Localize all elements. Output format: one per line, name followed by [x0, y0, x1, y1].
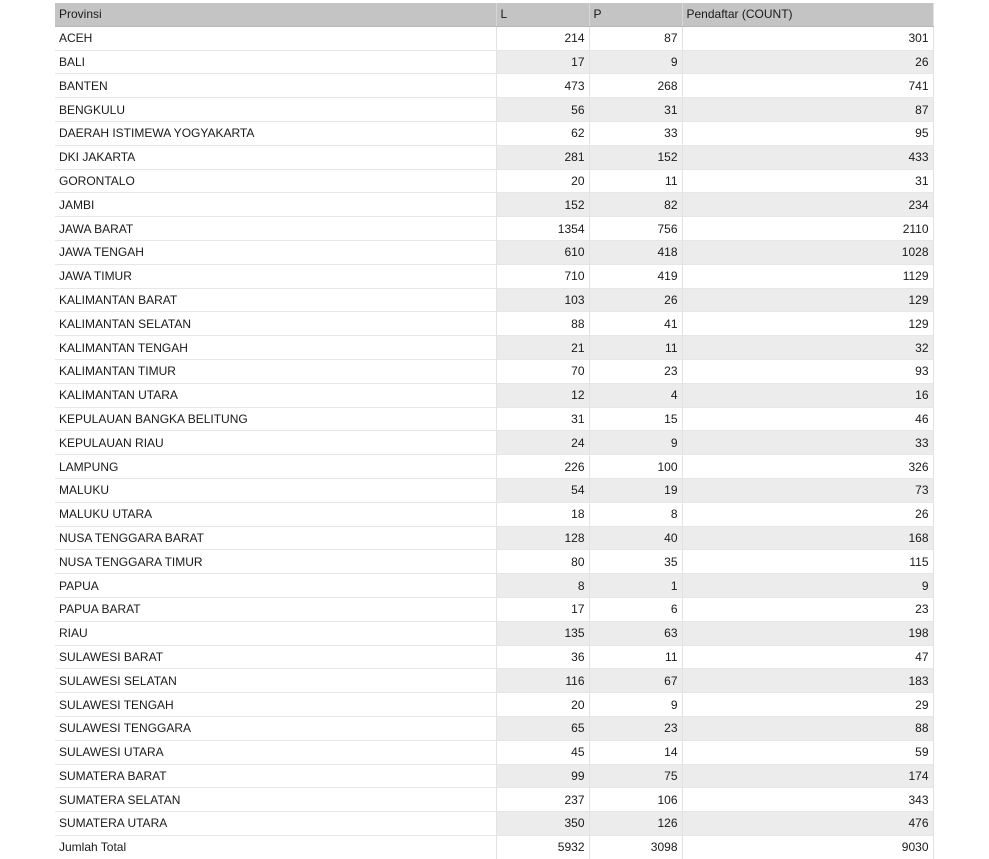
table-row: [55, 288, 933, 312]
cell-l[interactable]: 226: [496, 455, 589, 479]
cell-p[interactable]: 67: [589, 669, 682, 693]
cell-p[interactable]: 418: [589, 240, 682, 264]
cell-provinsi[interactable]: PAPUA: [55, 574, 496, 598]
table-row: [55, 693, 933, 717]
table-row: [55, 26, 933, 50]
cell-provinsi[interactable]: DKI JAKARTA: [55, 145, 496, 169]
cell-l[interactable]: 31: [496, 407, 589, 431]
table-row: [55, 716, 933, 740]
cell-p[interactable]: 1: [589, 574, 682, 598]
cell-l[interactable]: 62: [496, 121, 589, 145]
table-row: [55, 98, 933, 122]
cell-provinsi[interactable]: BENGKULU: [55, 98, 496, 122]
cell-pendaftar-count[interactable]: 32: [682, 336, 933, 360]
table-row: [55, 455, 933, 479]
cell-p[interactable]: 31: [589, 98, 682, 122]
table-row: [55, 597, 933, 621]
cell-p[interactable]: 9: [589, 50, 682, 74]
cell-pendaftar-count[interactable]: 93: [682, 359, 933, 383]
table-row: [55, 193, 933, 217]
cell-l[interactable]: 65: [496, 716, 589, 740]
cell-l[interactable]: 99: [496, 764, 589, 788]
cell-l[interactable]: 128: [496, 526, 589, 550]
cell-p[interactable]: 756: [589, 217, 682, 241]
table-row: [55, 359, 933, 383]
cell-l[interactable]: 350: [496, 812, 589, 836]
cell-provinsi[interactable]: GORONTALO: [55, 169, 496, 193]
table-row: [55, 502, 933, 526]
cell-p[interactable]: 33: [589, 121, 682, 145]
cell-pendaftar-count[interactable]: 115: [682, 550, 933, 574]
cell-l[interactable]: 88: [496, 312, 589, 336]
cell-provinsi[interactable]: SUMATERA BARAT: [55, 764, 496, 788]
cell-l[interactable]: 54: [496, 478, 589, 502]
cell-provinsi[interactable]: SULAWESI UTARA: [55, 740, 496, 764]
cell-p[interactable]: 23: [589, 716, 682, 740]
cell-provinsi[interactable]: JAWA BARAT: [55, 217, 496, 241]
table-row: [55, 478, 933, 502]
table-row: [55, 788, 933, 812]
cell-pendaftar-count[interactable]: 234: [682, 193, 933, 217]
cell-l[interactable]: 281: [496, 145, 589, 169]
cell-provinsi[interactable]: RIAU: [55, 621, 496, 645]
table-row: [55, 669, 933, 693]
cell-provinsi[interactable]: SUMATERA SELATAN: [55, 788, 496, 812]
column-header-pendaftar-count[interactable]: Pendaftar (COUNT): [682, 3, 933, 26]
cell-pendaftar-count[interactable]: 9: [682, 574, 933, 598]
cell-p[interactable]: 63: [589, 621, 682, 645]
cell-pendaftar-count[interactable]: 343: [682, 788, 933, 812]
cell-pendaftar-count[interactable]: 1129: [682, 264, 933, 288]
cell-provinsi[interactable]: JAWA TENGAH: [55, 240, 496, 264]
cell-l[interactable]: 21: [496, 336, 589, 360]
cell-provinsi[interactable]: LAMPUNG: [55, 455, 496, 479]
cell-pendaftar-count[interactable]: 1028: [682, 240, 933, 264]
cell-l[interactable]: 70: [496, 359, 589, 383]
table-body: [55, 26, 933, 835]
cell-provinsi[interactable]: KALIMANTAN TIMUR: [55, 359, 496, 383]
cell-p[interactable]: 126: [589, 812, 682, 836]
cell-pendaftar-count[interactable]: 129: [682, 312, 933, 336]
cell-l[interactable]: 17: [496, 50, 589, 74]
cell-provinsi[interactable]: NUSA TENGGARA TIMUR: [55, 550, 496, 574]
table-row: [55, 217, 933, 241]
cell-provinsi[interactable]: SUMATERA UTARA: [55, 812, 496, 836]
cell-l[interactable]: 8: [496, 574, 589, 598]
table-row: [55, 812, 933, 836]
table-row: [55, 621, 933, 645]
column-header-p[interactable]: P: [589, 3, 682, 26]
cell-provinsi[interactable]: DAERAH ISTIMEWA YOGYAKARTA: [55, 121, 496, 145]
cell-p[interactable]: 14: [589, 740, 682, 764]
cell-pendaftar-count[interactable]: 23: [682, 597, 933, 621]
total-l-cell[interactable]: 5932: [496, 835, 589, 858]
cell-provinsi[interactable]: BALI: [55, 50, 496, 74]
cell-p[interactable]: 26: [589, 288, 682, 312]
cell-pendaftar-count[interactable]: 2110: [682, 217, 933, 241]
cell-pendaftar-count[interactable]: 87: [682, 98, 933, 122]
cell-p[interactable]: 19: [589, 478, 682, 502]
cell-l[interactable]: 135: [496, 621, 589, 645]
cell-p[interactable]: 11: [589, 336, 682, 360]
cell-pendaftar-count[interactable]: 29: [682, 693, 933, 717]
cell-l[interactable]: 710: [496, 264, 589, 288]
cell-pendaftar-count[interactable]: 26: [682, 50, 933, 74]
cell-provinsi[interactable]: ACEH: [55, 26, 496, 50]
cell-l[interactable]: 103: [496, 288, 589, 312]
cell-provinsi[interactable]: BANTEN: [55, 74, 496, 98]
table-row: [55, 336, 933, 360]
cell-pendaftar-count[interactable]: 31: [682, 169, 933, 193]
cell-pendaftar-count[interactable]: 16: [682, 383, 933, 407]
table-row: [55, 264, 933, 288]
cell-provinsi[interactable]: KEPULAUAN RIAU: [55, 431, 496, 455]
cell-l[interactable]: 20: [496, 169, 589, 193]
cell-p[interactable]: 4: [589, 383, 682, 407]
column-header-provinsi[interactable]: Provinsi: [55, 3, 496, 26]
cell-provinsi[interactable]: JAMBI: [55, 193, 496, 217]
cell-p[interactable]: 419: [589, 264, 682, 288]
cell-provinsi[interactable]: MALUKU UTARA: [55, 502, 496, 526]
cell-pendaftar-count[interactable]: 26: [682, 502, 933, 526]
cell-p[interactable]: 8: [589, 502, 682, 526]
cell-provinsi[interactable]: JAWA TIMUR: [55, 264, 496, 288]
cell-pendaftar-count[interactable]: 476: [682, 812, 933, 836]
cell-l[interactable]: 36: [496, 645, 589, 669]
table-row: [55, 383, 933, 407]
registrants-by-province-table: [55, 3, 934, 859]
cell-p[interactable]: 15: [589, 407, 682, 431]
cell-pendaftar-count[interactable]: 174: [682, 764, 933, 788]
cell-p[interactable]: 82: [589, 193, 682, 217]
cell-pendaftar-count[interactable]: 88: [682, 716, 933, 740]
cell-p[interactable]: 87: [589, 26, 682, 50]
cell-provinsi[interactable]: SULAWESI BARAT: [55, 645, 496, 669]
table-row: [55, 145, 933, 169]
cell-p[interactable]: 40: [589, 526, 682, 550]
table-row: [55, 240, 933, 264]
cell-pendaftar-count[interactable]: 183: [682, 669, 933, 693]
cell-pendaftar-count[interactable]: 198: [682, 621, 933, 645]
cell-pendaftar-count[interactable]: 73: [682, 478, 933, 502]
cell-p[interactable]: 100: [589, 455, 682, 479]
cell-provinsi[interactable]: SULAWESI TENGGARA: [55, 716, 496, 740]
cell-l[interactable]: 116: [496, 669, 589, 693]
cell-l[interactable]: 45: [496, 740, 589, 764]
table-row: [55, 169, 933, 193]
table-row: [55, 50, 933, 74]
cell-l[interactable]: 237: [496, 788, 589, 812]
cell-provinsi[interactable]: PAPUA BARAT: [55, 597, 496, 621]
cell-p[interactable]: 106: [589, 788, 682, 812]
cell-pendaftar-count[interactable]: 59: [682, 740, 933, 764]
table-row: [55, 431, 933, 455]
cell-l[interactable]: 473: [496, 74, 589, 98]
cell-provinsi[interactable]: KEPULAUAN BANGKA BELITUNG: [55, 407, 496, 431]
cell-l[interactable]: 20: [496, 693, 589, 717]
cell-provinsi[interactable]: MALUKU: [55, 478, 496, 502]
cell-pendaftar-count[interactable]: 301: [682, 26, 933, 50]
cell-p[interactable]: 23: [589, 359, 682, 383]
cell-p[interactable]: 41: [589, 312, 682, 336]
cell-pendaftar-count[interactable]: 95: [682, 121, 933, 145]
total-count-cell[interactable]: 9030: [682, 835, 933, 858]
cell-l[interactable]: 12: [496, 383, 589, 407]
cell-p[interactable]: 6: [589, 597, 682, 621]
column-header-l[interactable]: L: [496, 3, 589, 26]
cell-l[interactable]: 18: [496, 502, 589, 526]
total-label-cell[interactable]: Jumlah Total: [55, 835, 496, 858]
cell-l[interactable]: 80: [496, 550, 589, 574]
table-row: [55, 740, 933, 764]
table-row: [55, 764, 933, 788]
cell-pendaftar-count[interactable]: 433: [682, 145, 933, 169]
cell-provinsi[interactable]: KALIMANTAN TENGAH: [55, 336, 496, 360]
cell-pendaftar-count[interactable]: 129: [682, 288, 933, 312]
cell-pendaftar-count[interactable]: 168: [682, 526, 933, 550]
table-row: [55, 312, 933, 336]
cell-pendaftar-count[interactable]: 33: [682, 431, 933, 455]
cell-l[interactable]: 1354: [496, 217, 589, 241]
total-p-cell[interactable]: 3098: [589, 835, 682, 858]
cell-p[interactable]: 152: [589, 145, 682, 169]
cell-p[interactable]: 11: [589, 645, 682, 669]
cell-provinsi[interactable]: SULAWESI TENGAH: [55, 693, 496, 717]
table-row: [55, 74, 933, 98]
cell-l[interactable]: 24: [496, 431, 589, 455]
pivot-table-container: [55, 3, 933, 859]
cell-provinsi[interactable]: KALIMANTAN SELATAN: [55, 312, 496, 336]
cell-pendaftar-count[interactable]: 47: [682, 645, 933, 669]
cell-l[interactable]: 152: [496, 193, 589, 217]
table-row: [55, 407, 933, 431]
table-row: [55, 121, 933, 145]
table-row: [55, 574, 933, 598]
cell-p[interactable]: 268: [589, 74, 682, 98]
cell-pendaftar-count[interactable]: 326: [682, 455, 933, 479]
cell-provinsi[interactable]: SULAWESI SELATAN: [55, 669, 496, 693]
cell-provinsi[interactable]: NUSA TENGGARA BARAT: [55, 526, 496, 550]
cell-pendaftar-count[interactable]: 46: [682, 407, 933, 431]
table-row: [55, 645, 933, 669]
cell-p[interactable]: 75: [589, 764, 682, 788]
cell-l[interactable]: 56: [496, 98, 589, 122]
cell-p[interactable]: 9: [589, 693, 682, 717]
cell-provinsi[interactable]: KALIMANTAN UTARA: [55, 383, 496, 407]
cell-p[interactable]: 11: [589, 169, 682, 193]
table-header-row: [55, 3, 933, 26]
cell-l[interactable]: 214: [496, 26, 589, 50]
cell-l[interactable]: 17: [496, 597, 589, 621]
cell-p[interactable]: 35: [589, 550, 682, 574]
cell-provinsi[interactable]: KALIMANTAN BARAT: [55, 288, 496, 312]
table-total-row: [55, 835, 933, 858]
cell-p[interactable]: 9: [589, 431, 682, 455]
table-row: [55, 526, 933, 550]
cell-pendaftar-count[interactable]: 741: [682, 74, 933, 98]
cell-l[interactable]: 610: [496, 240, 589, 264]
table-row: [55, 550, 933, 574]
